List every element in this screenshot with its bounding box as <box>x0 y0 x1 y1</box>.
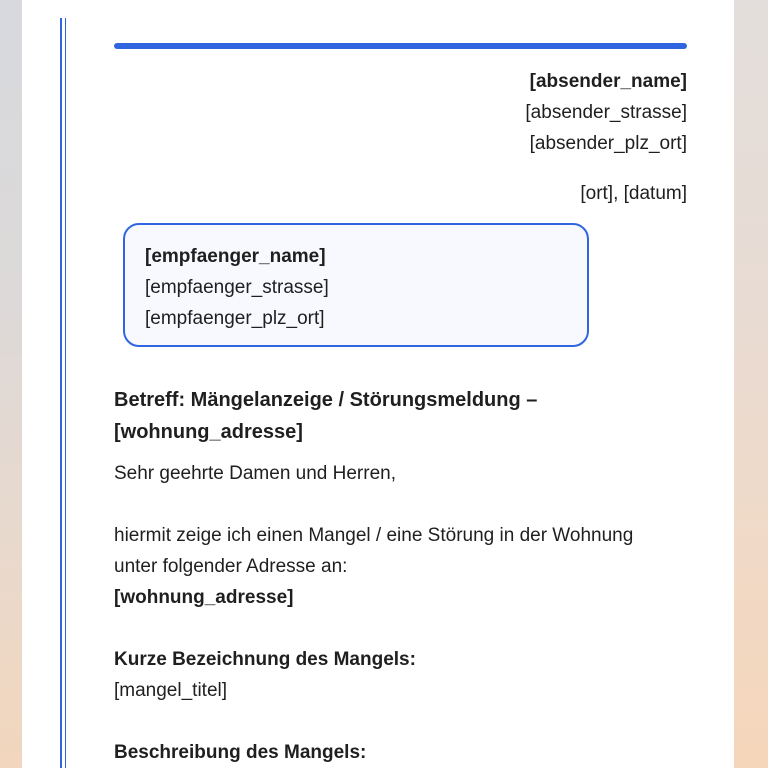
accent-top-rule <box>114 43 687 49</box>
sender-address-block <box>525 66 687 159</box>
short-title-value: [mangel_titel] <box>114 680 228 701</box>
recipient-address-box <box>123 223 589 347</box>
spacer <box>114 613 694 644</box>
apartment-address: [wohnung_adresse] <box>114 587 294 608</box>
sender-zip-city: [absender_plz_ort] <box>529 133 687 154</box>
letter-body <box>114 384 694 768</box>
background-left-margin <box>0 0 22 768</box>
spacer <box>114 489 694 520</box>
sender-street: [absender_strasse] <box>525 102 687 123</box>
short-title-label: Kurze Bezeichnung des Mangels: <box>114 649 416 670</box>
intro-line-1: hiermit zeige ich einen Mangel / eine Störung in der Wohnung <box>114 525 634 546</box>
subject-line-1: Betreff: Mängelanzeige / Störungsmeldung – <box>114 389 538 411</box>
recipient-zip-city: [empfaenger_plz_ort] <box>145 308 325 329</box>
description-label: Beschreibung des Mangels: <box>114 742 367 763</box>
accent-left-bar-line-1 <box>60 18 62 768</box>
salutation: Sehr geehrte Damen und Herren, <box>114 463 396 484</box>
intro-line-2: unter folgender Adresse an: <box>114 556 348 577</box>
background-right-margin <box>734 0 768 768</box>
accent-left-bar-line-2 <box>65 18 66 768</box>
recipient-name: [empfaenger_name] <box>145 246 326 267</box>
accent-left-bar <box>60 18 66 768</box>
subject-line-2: [wohnung_adresse] <box>114 421 303 443</box>
recipient-street: [empfaenger_strasse] <box>145 277 329 298</box>
subject-line <box>114 384 694 448</box>
sender-name: [absender_name] <box>529 71 687 92</box>
letter-page <box>22 0 734 768</box>
spacer <box>114 706 694 737</box>
place-date-line: [ort], [datum] <box>580 183 687 204</box>
